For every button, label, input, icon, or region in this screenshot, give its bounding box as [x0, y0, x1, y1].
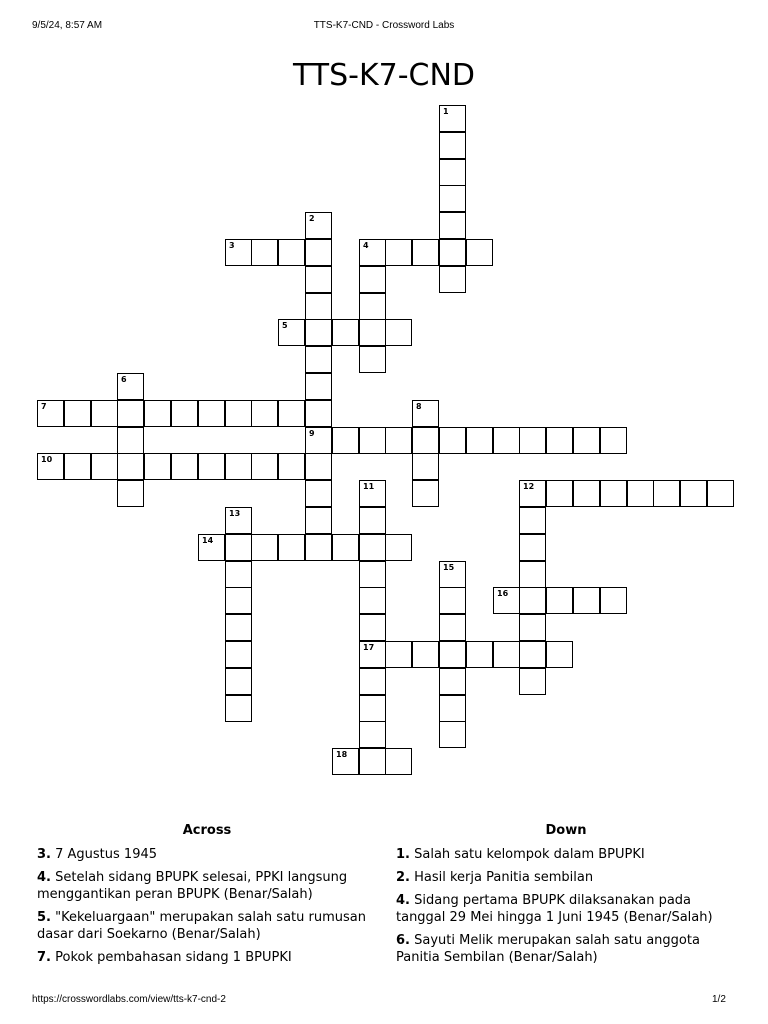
- grid-cell[interactable]: [519, 561, 546, 588]
- grid-cell[interactable]: [439, 132, 466, 159]
- grid-cell[interactable]: [359, 587, 386, 614]
- grid-cell[interactable]: [627, 480, 654, 507]
- grid-cell[interactable]: [305, 453, 332, 480]
- grid-cell[interactable]: [439, 614, 466, 641]
- grid-cell[interactable]: [439, 427, 466, 454]
- grid-cell[interactable]: [144, 400, 171, 427]
- puzzle-title: TTS-K7-CND: [292, 58, 476, 94]
- grid-cell[interactable]: [359, 427, 386, 454]
- print-url: https://crosswordlabs.com/view/tts-k7-cnd-2: [32, 994, 226, 1005]
- grid-cell[interactable]: [385, 319, 412, 346]
- grid-cell[interactable]: [385, 534, 412, 561]
- grid-cell[interactable]: [64, 400, 91, 427]
- grid-cell[interactable]: [332, 319, 359, 346]
- grid-cell[interactable]: [198, 534, 225, 561]
- grid-cell[interactable]: [439, 239, 466, 266]
- grid-cell[interactable]: [198, 400, 225, 427]
- clue-number: 1: [443, 107, 449, 116]
- grid-cell[interactable]: [359, 346, 386, 373]
- grid-cell[interactable]: [573, 480, 600, 507]
- grid-cell[interactable]: [117, 373, 144, 400]
- grid-cell[interactable]: [546, 480, 573, 507]
- clue-number: 7: [41, 402, 47, 411]
- grid-cell[interactable]: [653, 480, 680, 507]
- grid-cell[interactable]: [225, 641, 252, 668]
- grid-cell[interactable]: [305, 239, 332, 266]
- grid-cell[interactable]: [225, 534, 252, 561]
- grid-cell[interactable]: [493, 587, 520, 614]
- grid-cell[interactable]: [37, 453, 64, 480]
- grid-cell[interactable]: [439, 587, 466, 614]
- grid-cell[interactable]: [278, 534, 305, 561]
- across-clues: [37, 823, 377, 972]
- grid-cell[interactable]: [519, 507, 546, 534]
- grid-cell[interactable]: [359, 641, 386, 668]
- clue-number: 16: [497, 589, 509, 598]
- clue-number: 18: [336, 750, 348, 759]
- grid-cell[interactable]: [305, 293, 332, 320]
- grid-cell[interactable]: [332, 534, 359, 561]
- grid-cell[interactable]: [385, 641, 412, 668]
- down-clues: [396, 823, 736, 972]
- grid-cell[interactable]: [493, 641, 520, 668]
- print-page-title: TTS-K7-CND - Crossword Labs: [313, 20, 455, 31]
- grid-cell[interactable]: [439, 641, 466, 668]
- grid-cell[interactable]: [439, 185, 466, 212]
- clue-down-6: 6. Sayuti Melik merupakan salah satu anggota Panitia Sembilan (Benar/Salah): [396, 933, 700, 965]
- clue-number: 10: [41, 455, 53, 464]
- grid-cell[interactable]: [385, 427, 412, 454]
- grid-cell[interactable]: [439, 159, 466, 186]
- grid-cell[interactable]: [305, 480, 332, 507]
- grid-cell[interactable]: [251, 239, 278, 266]
- clue-number: 14: [202, 536, 214, 545]
- grid-cell[interactable]: [117, 453, 144, 480]
- clue-across-3: 3. 7 Agustus 1945: [37, 847, 158, 862]
- grid-cell[interactable]: [573, 427, 600, 454]
- grid-cell[interactable]: [359, 293, 386, 320]
- grid-cell[interactable]: [439, 695, 466, 722]
- grid-cell[interactable]: [412, 480, 439, 507]
- grid-cell[interactable]: [359, 239, 386, 266]
- grid-cell[interactable]: [412, 400, 439, 427]
- grid-cell[interactable]: [600, 427, 627, 454]
- grid-cell[interactable]: [117, 400, 144, 427]
- grid-cell[interactable]: [91, 400, 118, 427]
- clue-number: 6: [121, 375, 127, 384]
- grid-cell[interactable]: [171, 453, 198, 480]
- grid-cell[interactable]: [546, 427, 573, 454]
- clue-down-1: 1. Salah satu kelompok dalam BPUPKI: [396, 847, 645, 862]
- across-heading: Across: [182, 823, 232, 838]
- grid-cell[interactable]: [439, 721, 466, 748]
- grid-cell[interactable]: [278, 239, 305, 266]
- clue-number: 4: [363, 241, 369, 250]
- grid-cell[interactable]: [359, 534, 386, 561]
- grid-cell[interactable]: [332, 748, 359, 775]
- grid-cell[interactable]: [225, 400, 252, 427]
- grid-cell[interactable]: [546, 641, 573, 668]
- grid-cell[interactable]: [225, 614, 252, 641]
- grid-cell[interactable]: [519, 587, 546, 614]
- grid-cell[interactable]: [278, 319, 305, 346]
- grid-cell[interactable]: [519, 668, 546, 695]
- grid-cell[interactable]: [385, 748, 412, 775]
- grid-cell[interactable]: [64, 453, 91, 480]
- clue-number: 5: [282, 321, 288, 330]
- clue-number: 11: [363, 482, 375, 491]
- grid-cell[interactable]: [519, 480, 546, 507]
- grid-cell[interactable]: [225, 239, 252, 266]
- grid-cell[interactable]: [198, 453, 225, 480]
- grid-cell[interactable]: [332, 427, 359, 454]
- grid-cell[interactable]: [519, 427, 546, 454]
- grid-cell[interactable]: [359, 668, 386, 695]
- grid-cell[interactable]: [278, 400, 305, 427]
- grid-cell[interactable]: [466, 239, 493, 266]
- grid-cell[interactable]: [680, 480, 707, 507]
- grid-cell[interactable]: [305, 266, 332, 293]
- clue-number: 17: [363, 643, 375, 652]
- grid-cell[interactable]: [225, 668, 252, 695]
- grid-cell[interactable]: [359, 480, 386, 507]
- grid-cell[interactable]: [600, 480, 627, 507]
- grid-cell[interactable]: [359, 614, 386, 641]
- grid-cell[interactable]: [171, 400, 198, 427]
- grid-cell[interactable]: [439, 668, 466, 695]
- print-page-number: 1/2: [712, 994, 726, 1005]
- grid-cell[interactable]: [305, 427, 332, 454]
- grid-cell[interactable]: [412, 453, 439, 480]
- clue-down-2: 2. Hasil kerja Panitia sembilan: [396, 870, 594, 885]
- grid-cell[interactable]: [305, 346, 332, 373]
- grid-cell[interactable]: [225, 561, 252, 588]
- grid-cell[interactable]: [600, 587, 627, 614]
- grid-cell[interactable]: [359, 721, 386, 748]
- clue-number: 3: [229, 241, 235, 250]
- grid-cell[interactable]: [117, 480, 144, 507]
- grid-cell[interactable]: [519, 641, 546, 668]
- grid-cell[interactable]: [359, 561, 386, 588]
- grid-cell[interactable]: [144, 453, 171, 480]
- clue-number: 15: [443, 563, 455, 572]
- down-heading: Down: [545, 823, 587, 838]
- grid-cell[interactable]: [546, 587, 573, 614]
- grid-cell[interactable]: [117, 427, 144, 454]
- grid-cell[interactable]: [225, 695, 252, 722]
- grid-cell[interactable]: [439, 561, 466, 588]
- grid-cell[interactable]: [359, 507, 386, 534]
- clue-number: 9: [309, 429, 315, 438]
- grid-cell[interactable]: [37, 400, 64, 427]
- grid-cell[interactable]: [278, 453, 305, 480]
- grid-cell[interactable]: [493, 427, 520, 454]
- grid-cell[interactable]: [359, 695, 386, 722]
- clue-number: 2: [309, 214, 315, 223]
- grid-cell[interactable]: [305, 534, 332, 561]
- grid-cell[interactable]: [412, 239, 439, 266]
- clue-across-5: 5. "Kekeluargaan" merupakan salah satu rumusan dasar dari Soekarno (Benar/Salah): [37, 910, 366, 942]
- clue-down-4: 4. Sidang pertama BPUPK dilaksanakan pada tanggal 29 Mei hingga 1 Juni 1945 (Benar/Salah): [396, 893, 713, 925]
- grid-cell[interactable]: [412, 427, 439, 454]
- grid-cell[interactable]: [519, 614, 546, 641]
- print-datetime: 9/5/24, 8:57 AM: [32, 20, 103, 31]
- clue-across-4: 4. Setelah sidang BPUPK selesai, PPKI langsung menggantikan peran BPUPK (Benar/Salah): [37, 870, 348, 902]
- grid-cell[interactable]: [305, 400, 332, 427]
- grid-cell[interactable]: [305, 212, 332, 239]
- grid-cell[interactable]: [251, 453, 278, 480]
- grid-cell[interactable]: [305, 373, 332, 400]
- grid-cell[interactable]: [225, 507, 252, 534]
- grid-cell[interactable]: [359, 266, 386, 293]
- grid-cell[interactable]: [359, 319, 386, 346]
- grid-cell[interactable]: [225, 587, 252, 614]
- grid-cell[interactable]: [251, 534, 278, 561]
- grid-cell[interactable]: [466, 641, 493, 668]
- grid-cell[interactable]: [305, 507, 332, 534]
- grid-cell[interactable]: [573, 587, 600, 614]
- clue-number: 8: [416, 402, 422, 411]
- grid-cell[interactable]: [251, 400, 278, 427]
- clue-across-7: 7. Pokok pembahasan sidang 1 BPUPKI: [37, 950, 292, 965]
- grid-cell[interactable]: [466, 427, 493, 454]
- grid-cell[interactable]: [439, 212, 466, 239]
- clue-number: 12: [523, 482, 535, 491]
- grid-cell[interactable]: [519, 534, 546, 561]
- grid-cell[interactable]: [91, 453, 118, 480]
- grid-cell[interactable]: [385, 239, 412, 266]
- grid-cell[interactable]: [439, 105, 466, 132]
- grid-cell[interactable]: [412, 641, 439, 668]
- grid-cell[interactable]: [707, 480, 734, 507]
- grid-cell[interactable]: [359, 748, 386, 775]
- clue-number: 13: [229, 509, 241, 518]
- grid-cell[interactable]: [439, 266, 466, 293]
- grid-cell[interactable]: [225, 453, 252, 480]
- grid-cell[interactable]: [305, 319, 332, 346]
